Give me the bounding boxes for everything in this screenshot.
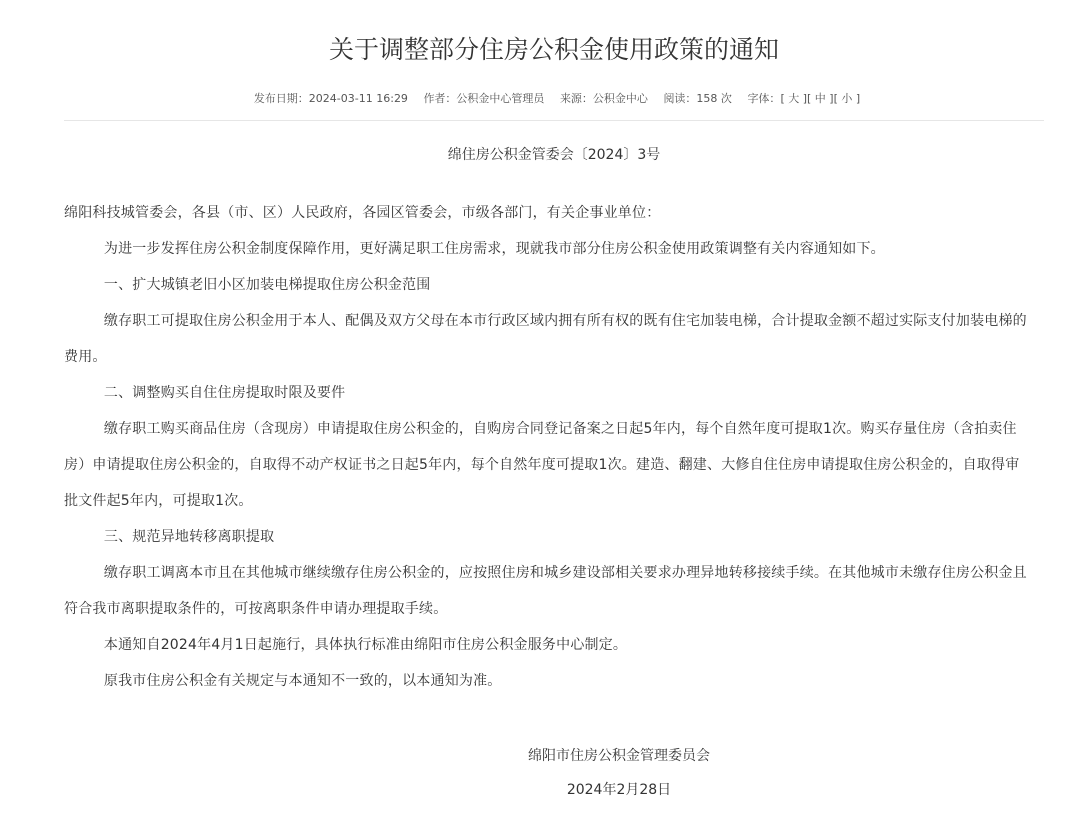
section2-heading: 二、调整购买自住住房提取时限及要件 — [103, 385, 346, 401]
signer: 绵阳市住房公积金管理委员会 — [528, 748, 710, 764]
font-size-control — [747, 92, 860, 105]
section2-body: 缴存职工购买商品住房（含现房）申请提取住房公积金的，自购房合同登记备案之日起5年内，每个自然年度可提取1次。购买存量住房（含拍卖住房）申请提取住房公积金的，自取得不动产权证书之日起5年内，每个自然年度可提取1次。建造、翻建、大修自住住房申请提取住房公积金的，自取得审批文件起5年内，可提取1次。 — [64, 421, 1020, 509]
font-large-link[interactable]: [ 大 ] — [780, 92, 808, 105]
article-meta — [64, 90, 1044, 108]
recipients: 绵阳科技城管委会，各县（市、区）人民政府，各园区管委会，市级各部门，有关企事业单位： — [64, 205, 661, 221]
font-size-label: 字体： — [747, 92, 781, 105]
section3-heading: 三、规范异地转移离职提取 — [103, 529, 275, 545]
intro-paragraph: 为进一步发挥住房公积金制度保障作用，更好满足职工住房需求，现就我市部分住房公积金使用政策调整有关内容通知如下。 — [103, 241, 885, 257]
section1-body: 缴存职工可提取住房公积金用于本人、配偶及双方父母在本市行政区域内拥有所有权的既有住宅加装电梯，合计提取金额不超过实际支付加装电梯的费用。 — [64, 313, 1027, 365]
source: 来源：公积金中心 — [559, 92, 648, 105]
section3-body: 缴存职工调离本市且在其他城市继续缴存住房公积金的，应按照住房和城乡建设部相关要求办理异地转移接续手续。在其他城市未缴存住房公积金且符合我市离职提取条件的，可按离职条件申请办理提取手续。 — [64, 565, 1027, 617]
effective-paragraph: 本通知自2024年4月1日起施行，具体执行标准由绵阳市住房公积金服务中心制定。 — [103, 637, 628, 653]
document-number: 绵住房公积金管委会〔2024〕3号 — [447, 147, 661, 163]
article-body — [64, 195, 1028, 699]
precedence-paragraph: 原我市住房公积金有关规定与本通知不一致的，以本通知为准。 — [103, 673, 502, 689]
font-medium-link[interactable]: [ 中 ] — [807, 92, 834, 105]
sign-date: 2024年2月28日 — [566, 782, 672, 798]
font-small-link[interactable]: [ 小 ] — [833, 92, 861, 105]
header-divider — [64, 120, 1044, 121]
section1-heading: 一、扩大城镇老旧小区加装电梯提取住房公积金范围 — [103, 277, 431, 293]
author: 作者：公积金中心管理员 — [423, 92, 545, 105]
view-count: 阅读：158 次 — [663, 92, 732, 105]
page-title: 关于调整部分住房公积金使用政策的通知 — [328, 35, 779, 64]
publish-date: 发布日期：2024-03-11 16:29 — [253, 92, 408, 105]
